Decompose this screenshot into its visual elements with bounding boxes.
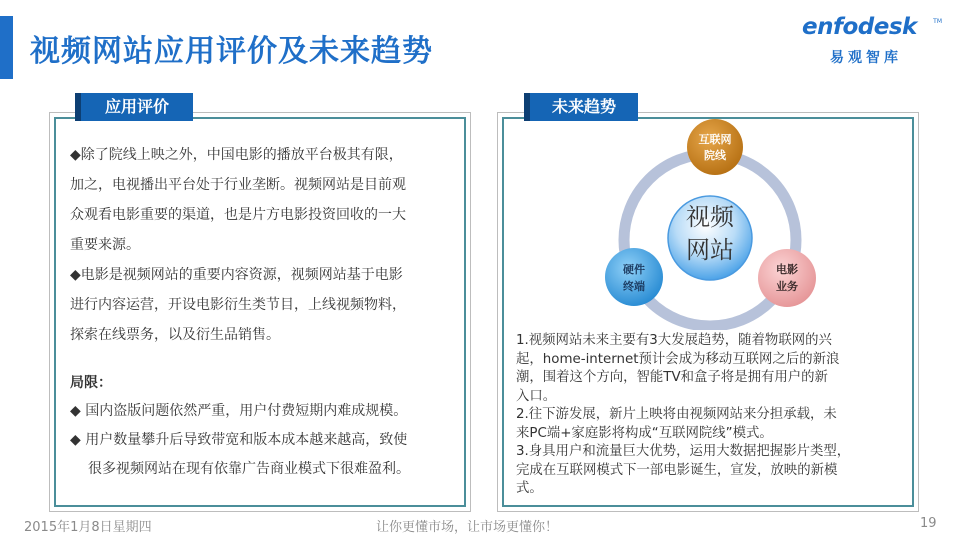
logo-tm: TM — [933, 18, 942, 25]
trend-tab: 未来趋势 — [524, 93, 638, 121]
node-top-label-2: 院线 — [704, 149, 726, 162]
para2-line-1: ◆电影是视频网站的重要内容资源，视频网站基于电影 — [70, 267, 403, 283]
node-top-label-1: 互联网 — [698, 133, 732, 146]
trend-cycle-diagram — [560, 118, 860, 330]
node-right-label-2: 业务 — [776, 280, 798, 293]
evaluation-tab: 应用评价 — [75, 93, 193, 121]
trend-line-5: 2.往下游发展，新片上映将由视频网站来分担承载，未 — [516, 407, 837, 422]
footer-slogan: 让你更懂市场，让市场更懂你！ — [376, 520, 559, 535]
limitation-item-1: ◆ 国内盗版问题依然严重，用户付费短期内难成规模。 — [70, 403, 408, 419]
node-right-label-1: 电影 — [776, 263, 798, 276]
title-accent-bar — [0, 16, 13, 79]
para1-line-2: 加之，电视播出平台处于行业垄断。视频网站是目前观 — [70, 177, 406, 193]
page-number: 19 — [920, 516, 937, 531]
enfodesk-logo — [800, 14, 942, 74]
evaluation-para-1 — [70, 140, 460, 260]
footer-date: 2015年1月8日星期四 — [24, 520, 152, 535]
trend-line-8: 完成在互联网模式下一部电影诞生，宣发，放映的新模 — [516, 462, 838, 478]
trend-line-9: 式。 — [516, 481, 543, 496]
para1-line-3: 众观看电影重要的渠道，也是片方电影投资回收的一大 — [70, 207, 406, 223]
limitation-title: 局限： — [70, 375, 112, 391]
limitation-item-2-cont: 很多视频网站在现有依靠广告商业模式下很难盈利。 — [88, 461, 410, 477]
node-internet-cinema — [687, 119, 743, 175]
node-film-business — [758, 249, 816, 307]
para2-line-2: 进行内容运营，开设电影衍生类节目，上线视频物料， — [70, 297, 406, 313]
node-hardware-terminal — [605, 248, 663, 306]
para2-line-3: 探索在线票务，以及衍生品销售。 — [70, 327, 280, 343]
node-left-label-2: 终端 — [623, 280, 645, 293]
page-title: 视频网站应用评价及未来趋势 — [30, 34, 433, 69]
trend-line-4: 入口。 — [516, 388, 557, 404]
trend-line-2: 起，home-internet预计会成为移动互联网之后的新浪 — [516, 351, 840, 367]
logo-subtitle: 易观智库 — [830, 50, 902, 66]
evaluation-text — [70, 140, 460, 350]
trend-line-7: 3.身具用户和流量巨大优势，运用大数据把握影片类型， — [516, 444, 851, 459]
trend-line-3: 潮，围着这个方向，智能TV和盒子将是拥有用户的新 — [516, 370, 828, 385]
limitation-item-2: ◆ 用户数量攀升后导致带宽和版本成本越来越高，致使 — [70, 432, 408, 448]
trend-text — [516, 332, 914, 499]
para1-line-4: 重要来源。 — [70, 237, 140, 253]
center-label-2: 网站 — [686, 236, 734, 264]
trend-line-1: 1.视频网站未来主要有3大发展趋势，随着物联网的兴 — [516, 333, 832, 348]
center-label-1: 视频 — [686, 203, 734, 231]
trend-line-6: 来PC端+家庭影将构成“互联网院线”模式。 — [516, 425, 773, 441]
para1-line-1: ◆除了院线上映之外，中国电影的播放平台极其有限， — [70, 147, 403, 163]
node-left-label-1: 硬件 — [623, 263, 645, 276]
logo-word: enfodesk — [802, 14, 917, 40]
limitation-list — [70, 397, 465, 484]
evaluation-para-2 — [70, 260, 460, 350]
